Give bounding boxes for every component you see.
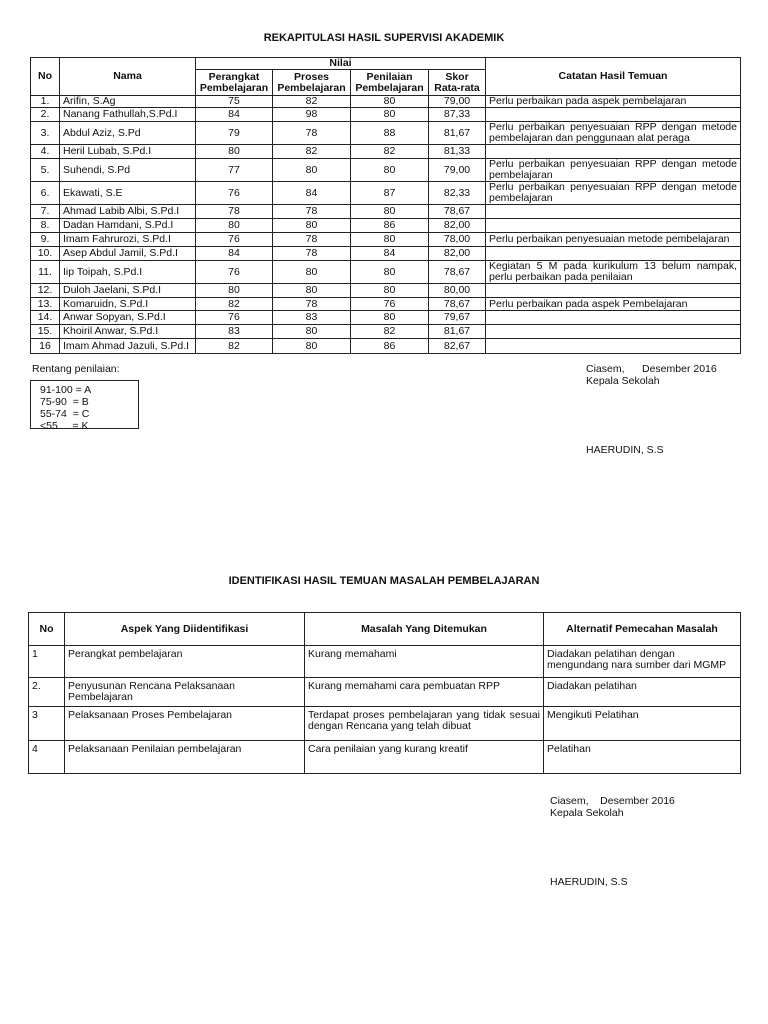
row-catatan [486, 247, 741, 261]
row-nama: Duloh Jaelani, S.Pd.I [60, 284, 196, 298]
row-skor: 79,67 [429, 311, 486, 325]
table-row [31, 108, 741, 122]
row-catatan: Perlu perbaikan penyesuaian RPP dengan metode pembelajaran dan penggunaan alat peraga [486, 122, 741, 145]
row-proses: 80 [273, 219, 351, 233]
row-proses: 82 [273, 145, 351, 159]
row-penilaian: 86 [351, 339, 429, 354]
rentang-label: Rentang penilaian: [32, 363, 120, 375]
row-aspek: Perangkat pembelajaran [65, 646, 305, 678]
row-catatan: Kegiatan 5 M pada kurikulum 13 belum nampak, perlu perbaikan pada penilaian [486, 261, 741, 284]
table-row [31, 284, 741, 298]
row-perangkat: 84 [196, 247, 273, 261]
row-penilaian: 88 [351, 122, 429, 145]
rekap-table [30, 57, 741, 354]
header-proses: Proses Pembelajaran [273, 70, 351, 96]
header-nilai: Nilai [196, 58, 486, 70]
row-penilaian: 80 [351, 205, 429, 219]
row-proses: 98 [273, 108, 351, 122]
row-skor: 79,00 [429, 96, 486, 108]
row-perangkat: 76 [196, 233, 273, 247]
row-no: 10. [31, 247, 60, 261]
header-alternatif: Alternatif Pemecahan Masalah [544, 613, 741, 646]
header-no: No [29, 613, 65, 646]
table-row [31, 145, 741, 159]
row-proses: 80 [273, 339, 351, 354]
identifikasi-table [28, 612, 741, 774]
header-aspek: Aspek Yang Diidentifikasi [65, 613, 305, 646]
row-proses: 80 [273, 261, 351, 284]
table-row [31, 261, 741, 284]
row-skor: 82,33 [429, 182, 486, 205]
row-nama: Asep Abdul Jamil, S.Pd.I [60, 247, 196, 261]
header-no: No [31, 58, 60, 96]
row-proses: 84 [273, 182, 351, 205]
row-no: 15. [31, 325, 60, 339]
row-nama: Ekawati, S.E [60, 182, 196, 205]
row-no: 9. [31, 233, 60, 247]
row-catatan [486, 311, 741, 325]
row-no: 16 [31, 339, 60, 354]
row-perangkat: 76 [196, 311, 273, 325]
row-nama: Anwar Sopyan, S.Pd.I [60, 311, 196, 325]
row-penilaian: 86 [351, 219, 429, 233]
row-skor: 81,33 [429, 145, 486, 159]
row-catatan [486, 219, 741, 233]
row-nama: Arifin, S.Ag [60, 96, 196, 108]
table-row [31, 96, 741, 108]
row-no: 1 [29, 646, 65, 678]
row-proses: 78 [273, 247, 351, 261]
row-penilaian: 80 [351, 96, 429, 108]
table-row [29, 707, 741, 741]
row-no: 14. [31, 311, 60, 325]
row-skor: 87,33 [429, 108, 486, 122]
table-row [31, 182, 741, 205]
row-nama: Dadan Hamdani, S.Pd.I [60, 219, 196, 233]
row-masalah: Kurang memahami [305, 646, 544, 678]
row-no: 4 [29, 741, 65, 774]
row-no: 2. [29, 678, 65, 707]
sign-place-date: Ciasem, Desember 2016 [586, 363, 717, 375]
row-perangkat: 80 [196, 284, 273, 298]
grade-range: <55 = K [40, 420, 89, 432]
row-proses: 78 [273, 298, 351, 311]
table-row [31, 325, 741, 339]
row-no: 6. [31, 182, 60, 205]
sign-role: Kepala Sekolah [586, 375, 660, 387]
row-perangkat: 76 [196, 261, 273, 284]
row-nama: Heril Lubab, S.Pd.I [60, 145, 196, 159]
row-nama: Imam Ahmad Jazuli, S.Pd.I [60, 339, 196, 354]
table-row [31, 311, 741, 325]
row-perangkat: 82 [196, 339, 273, 354]
sign-role: Kepala Sekolah [550, 807, 624, 819]
row-catatan: Perlu perbaikan penyesuaian RPP dengan metode pembelajaran [486, 182, 741, 205]
row-aspek: Pelaksanaan Proses Pembelajaran [65, 707, 305, 741]
row-penilaian: 87 [351, 182, 429, 205]
header-catatan: Catatan Hasil Temuan [486, 58, 741, 96]
row-nama: Iip Toipah, S.Pd.I [60, 261, 196, 284]
row-proses: 80 [273, 325, 351, 339]
row-perangkat: 75 [196, 96, 273, 108]
row-nama: Khoiril Anwar, S.Pd.I [60, 325, 196, 339]
table-row [31, 233, 741, 247]
row-skor: 81,67 [429, 122, 486, 145]
row-penilaian: 82 [351, 325, 429, 339]
row-perangkat: 77 [196, 159, 273, 182]
row-skor: 82,00 [429, 219, 486, 233]
row-skor: 81,67 [429, 325, 486, 339]
grade-range-box [30, 380, 139, 432]
table-row [29, 646, 741, 678]
row-catatan [486, 108, 741, 122]
row-penilaian: 80 [351, 261, 429, 284]
row-catatan [486, 145, 741, 159]
row-alternatif: Pelatihan [544, 741, 741, 774]
header-nama: Nama [60, 58, 196, 96]
row-penilaian: 84 [351, 247, 429, 261]
row-perangkat: 84 [196, 108, 273, 122]
row-no: 8. [31, 219, 60, 233]
row-aspek: Penyusunan Rencana Pelaksanaan Pembelajaran [65, 678, 305, 707]
row-perangkat: 82 [196, 298, 273, 311]
row-proses: 80 [273, 159, 351, 182]
row-catatan [486, 325, 741, 339]
row-penilaian: 80 [351, 159, 429, 182]
table-row [31, 339, 741, 354]
row-no: 5. [31, 159, 60, 182]
grade-range: 75-90 = B [40, 396, 89, 408]
row-alternatif: Diadakan pelatihan dengan mengundang nara sumber dari MGMP [544, 646, 741, 678]
row-nama: Suhendi, S.Pd [60, 159, 196, 182]
row-perangkat: 76 [196, 182, 273, 205]
rekap-title: REKAPITULASI HASIL SUPERVISI AKADEMIK [263, 32, 505, 44]
header-perangkat: Perangkat Pembelajaran [196, 70, 273, 96]
sign-name: HAERUDIN, S.S [586, 444, 664, 456]
sign-place-date: Ciasem, Desember 2016 [550, 795, 675, 807]
row-alternatif: Mengikuti Pelatihan [544, 707, 741, 741]
row-proses: 78 [273, 205, 351, 219]
row-no: 3. [31, 122, 60, 145]
table-row [31, 219, 741, 233]
row-penilaian: 76 [351, 298, 429, 311]
row-proses: 78 [273, 122, 351, 145]
row-no: 2. [31, 108, 60, 122]
header-penilaian: Penilaian Pembelajaran [351, 70, 429, 96]
row-skor: 78,67 [429, 205, 486, 219]
row-catatan [486, 284, 741, 298]
row-skor: 79,00 [429, 159, 486, 182]
row-catatan [486, 205, 741, 219]
row-no: 11. [31, 261, 60, 284]
table-row [31, 247, 741, 261]
row-penilaian: 80 [351, 284, 429, 298]
row-masalah: Kurang memahami cara pembuatan RPP [305, 678, 544, 707]
row-penilaian: 82 [351, 145, 429, 159]
row-catatan: Perlu perbaikan pada aspek Pembelajaran [486, 298, 741, 311]
header-masalah: Masalah Yang Ditemukan [305, 613, 544, 646]
row-skor: 78,67 [429, 261, 486, 284]
row-no: 4. [31, 145, 60, 159]
row-nama: Abdul Aziz, S.Pd [60, 122, 196, 145]
row-perangkat: 78 [196, 205, 273, 219]
row-no: 13. [31, 298, 60, 311]
row-nama: Nanang Fathullah,S.Pd.I [60, 108, 196, 122]
row-penilaian: 80 [351, 311, 429, 325]
identifikasi-title: IDENTIFIKASI HASIL TEMUAN MASALAH PEMBELAJARAN [228, 575, 540, 587]
row-penilaian: 80 [351, 108, 429, 122]
row-penilaian: 80 [351, 233, 429, 247]
table-row [29, 741, 741, 774]
row-nama: Ahmad Labib Albi, S.Pd.I [60, 205, 196, 219]
row-skor: 82,00 [429, 247, 486, 261]
row-catatan: Perlu perbaikan penyesuaian RPP dengan metode pembelajaran [486, 159, 741, 182]
row-catatan: Perlu perbaikan penyesuaian metode pembelajaran [486, 233, 741, 247]
row-skor: 78,67 [429, 298, 486, 311]
sign-name: HAERUDIN, S.S [550, 876, 628, 888]
row-nama: Imam Fahrurozi, S.Pd.I [60, 233, 196, 247]
row-no: 1. [31, 96, 60, 108]
table-row [31, 298, 741, 311]
row-proses: 82 [273, 96, 351, 108]
row-catatan: Perlu perbaikan pada aspek pembelajaran [486, 96, 741, 108]
row-perangkat: 83 [196, 325, 273, 339]
row-proses: 78 [273, 233, 351, 247]
row-aspek: Pelaksanaan Penilaian pembelajaran [65, 741, 305, 774]
table-row [31, 122, 741, 145]
grade-range: 55-74 = C [40, 408, 90, 420]
row-no: 12. [31, 284, 60, 298]
row-nama: Komaruidn, S.Pd.I [60, 298, 196, 311]
row-skor: 82,67 [429, 339, 486, 354]
row-alternatif: Diadakan pelatihan [544, 678, 741, 707]
grade-range: 91-100 = A [40, 384, 92, 396]
row-proses: 83 [273, 311, 351, 325]
row-perangkat: 80 [196, 145, 273, 159]
row-no: 3 [29, 707, 65, 741]
table-row [31, 159, 741, 182]
table-row [29, 678, 741, 707]
row-masalah: Terdapat proses pembelajaran yang tidak sesuai dengan Rencana yang telah dibuat [305, 707, 544, 741]
row-masalah: Cara penilaian yang kurang kreatif [305, 741, 544, 774]
row-skor: 78,00 [429, 233, 486, 247]
table-row [31, 205, 741, 219]
row-skor: 80,00 [429, 284, 486, 298]
row-catatan [486, 339, 741, 354]
row-no: 7. [31, 205, 60, 219]
header-skor: Skor Rata-rata [429, 70, 486, 96]
row-perangkat: 79 [196, 122, 273, 145]
row-perangkat: 80 [196, 219, 273, 233]
row-proses: 80 [273, 284, 351, 298]
